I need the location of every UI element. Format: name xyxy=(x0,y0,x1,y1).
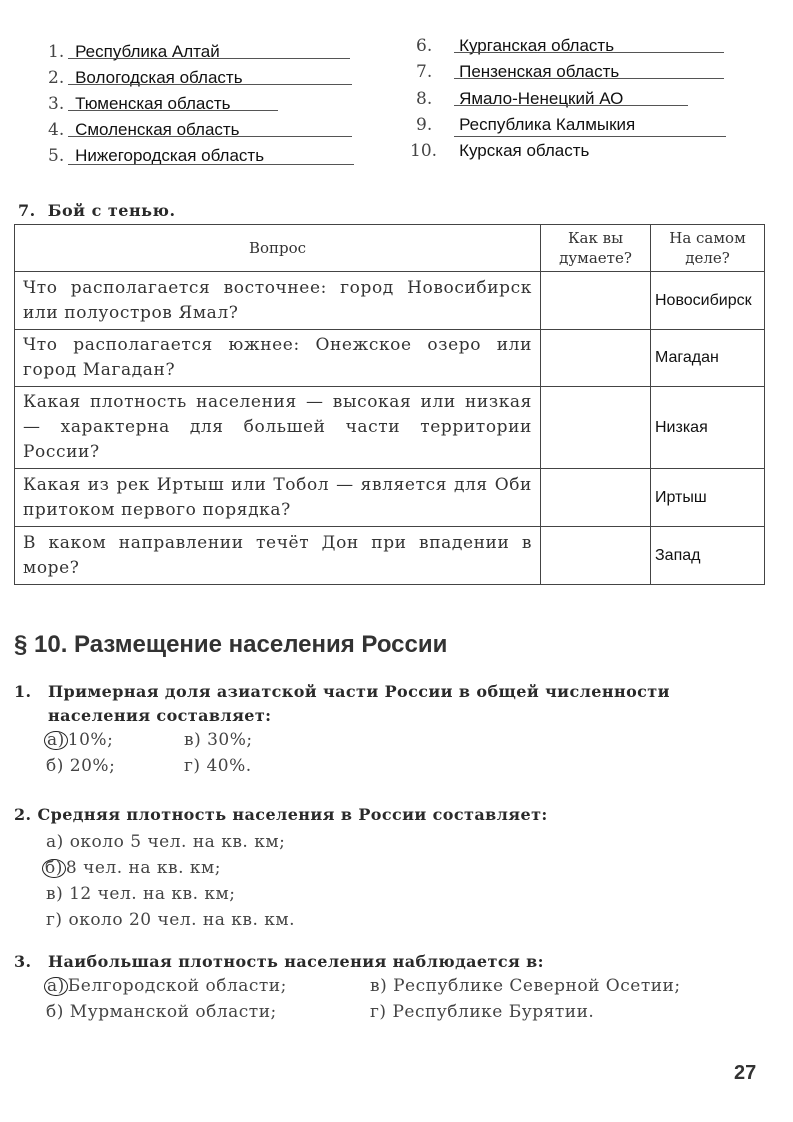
option-text: Белгородской области; xyxy=(67,976,287,996)
question-cell: Какая плотность населения — высокая или низкая — характерна для большей части территории России? xyxy=(15,387,541,469)
answer-cell[interactable]: Иртыш xyxy=(651,469,765,527)
question-1 xyxy=(14,680,774,782)
region-name: Нижегородская область xyxy=(75,146,265,165)
option-letter: б) xyxy=(42,859,66,878)
option-text: около 20 чел. на кв. км. xyxy=(68,910,296,930)
option-text: 12 чел. на кв. км; xyxy=(69,884,236,904)
option-text: Республике Северной Осетии; xyxy=(393,976,681,996)
option-letter: б) xyxy=(46,756,64,776)
option-text: 40%. xyxy=(206,756,252,776)
question-number: 2. xyxy=(14,805,32,824)
option-text: Мурманской области; xyxy=(69,1002,277,1022)
guess-cell[interactable] xyxy=(541,469,651,527)
option-text: 20%; xyxy=(69,756,116,776)
region-number: 10. xyxy=(410,141,438,161)
task7-number: 7. xyxy=(18,201,36,220)
region-name: Республика Алтай xyxy=(75,42,220,61)
guess-cell[interactable] xyxy=(541,527,651,585)
header-actual: На самом деле? xyxy=(651,225,765,272)
region-name: Курская область xyxy=(459,141,590,160)
answer-cell[interactable]: Новосибирск xyxy=(651,272,765,330)
task7-title: Бой с тенью. xyxy=(47,201,176,220)
region-number: 9. xyxy=(416,115,433,135)
option-letter: в) xyxy=(184,730,202,750)
option-letter: г) xyxy=(46,910,63,930)
option-a[interactable] xyxy=(48,976,287,996)
region-name: Тюменская область xyxy=(75,94,231,113)
option-v[interactable] xyxy=(370,976,681,996)
region-item xyxy=(48,146,264,170)
region-item xyxy=(416,62,619,86)
question-text: Средняя плотность населения в России составляет: xyxy=(37,805,548,824)
region-name: Пензенская область xyxy=(459,62,620,81)
question-text: Примерная доля азиатской части России в общей численности населения составляет: xyxy=(48,682,670,725)
guess-cell[interactable] xyxy=(541,272,651,330)
table-row xyxy=(15,469,765,527)
option-letter: в) xyxy=(46,884,64,904)
option-g[interactable] xyxy=(46,907,774,933)
header-question: Вопрос xyxy=(15,225,541,272)
question-cell: Что располагается восточнее: город Новосибирск или полуостров Ямал? xyxy=(15,272,541,330)
option-text: Республике Бурятии. xyxy=(392,1002,595,1022)
option-letter: б) xyxy=(46,1002,64,1022)
question-3 xyxy=(14,950,774,1028)
option-text: около 5 чел. на кв. км; xyxy=(69,832,286,852)
answer-cell[interactable]: Низкая xyxy=(651,387,765,469)
answer-cell[interactable]: Запад xyxy=(651,527,765,585)
option-letter: а) xyxy=(46,832,64,852)
region-number: 7. xyxy=(416,62,433,82)
question-cell: В каком направлении течёт Дон при впадении в море? xyxy=(15,527,541,585)
option-b[interactable] xyxy=(46,855,774,881)
page-number: 27 xyxy=(734,1062,757,1084)
region-name: Вологодская область xyxy=(75,68,243,87)
task7-heading xyxy=(18,201,176,220)
guess-cell[interactable] xyxy=(541,330,651,387)
header-guess: Как вы думаете? xyxy=(541,225,651,272)
region-item xyxy=(416,36,614,60)
table-row xyxy=(15,272,765,330)
region-number: 1. xyxy=(48,42,65,62)
region-name: Республика Калмыкия xyxy=(459,115,636,134)
question-cell: Какая из рек Иртыш или Тобол — является для Оби притоком первого порядка? xyxy=(15,469,541,527)
option-v[interactable] xyxy=(46,881,774,907)
table-row xyxy=(15,387,765,469)
option-a[interactable] xyxy=(46,829,774,855)
option-letter: а) xyxy=(44,977,68,996)
region-number: 3. xyxy=(48,94,65,114)
region-item xyxy=(410,141,589,165)
question-text: Наибольшая плотность населения наблюдается в: xyxy=(48,952,544,971)
table-header-row xyxy=(15,225,765,272)
option-a[interactable] xyxy=(48,730,113,750)
option-letter: а) xyxy=(44,731,68,750)
question-2 xyxy=(14,803,774,933)
region-item xyxy=(48,42,220,66)
table-row xyxy=(15,330,765,387)
guess-cell[interactable] xyxy=(541,387,651,469)
option-letter: в) xyxy=(370,976,388,996)
question-cell: Что располагается южнее: Онежское озеро или город Магадан? xyxy=(15,330,541,387)
option-g[interactable] xyxy=(370,1002,594,1022)
option-b[interactable] xyxy=(46,756,115,776)
region-number: 5. xyxy=(48,146,65,166)
option-b[interactable] xyxy=(46,1002,277,1022)
question-number: 3. xyxy=(14,952,32,971)
region-item xyxy=(48,68,243,92)
table-row xyxy=(15,527,765,585)
region-number: 4. xyxy=(48,120,65,140)
region-number: 8. xyxy=(416,89,433,109)
option-letter: г) xyxy=(370,1002,387,1022)
region-name: Смоленская область xyxy=(75,120,240,139)
question-number: 1. xyxy=(14,682,32,701)
shadow-boxing-table xyxy=(14,224,765,585)
option-v[interactable] xyxy=(184,730,253,750)
region-name: Курганская область xyxy=(459,36,615,55)
region-item xyxy=(416,89,623,113)
option-g[interactable] xyxy=(184,756,252,776)
option-letter: г) xyxy=(184,756,201,776)
region-number: 2. xyxy=(48,68,65,88)
region-number: 6. xyxy=(416,36,433,56)
answer-cell[interactable]: Магадан xyxy=(651,330,765,387)
region-item xyxy=(48,94,230,118)
option-text: 8 чел. на кв. км; xyxy=(65,858,221,878)
region-name: Ямало-Ненецкий АО xyxy=(459,89,624,108)
section-title: § 10. Размещение населения России xyxy=(14,631,448,658)
option-text: 30%; xyxy=(207,730,253,750)
region-item xyxy=(48,120,240,144)
option-text: 10%; xyxy=(67,730,114,750)
